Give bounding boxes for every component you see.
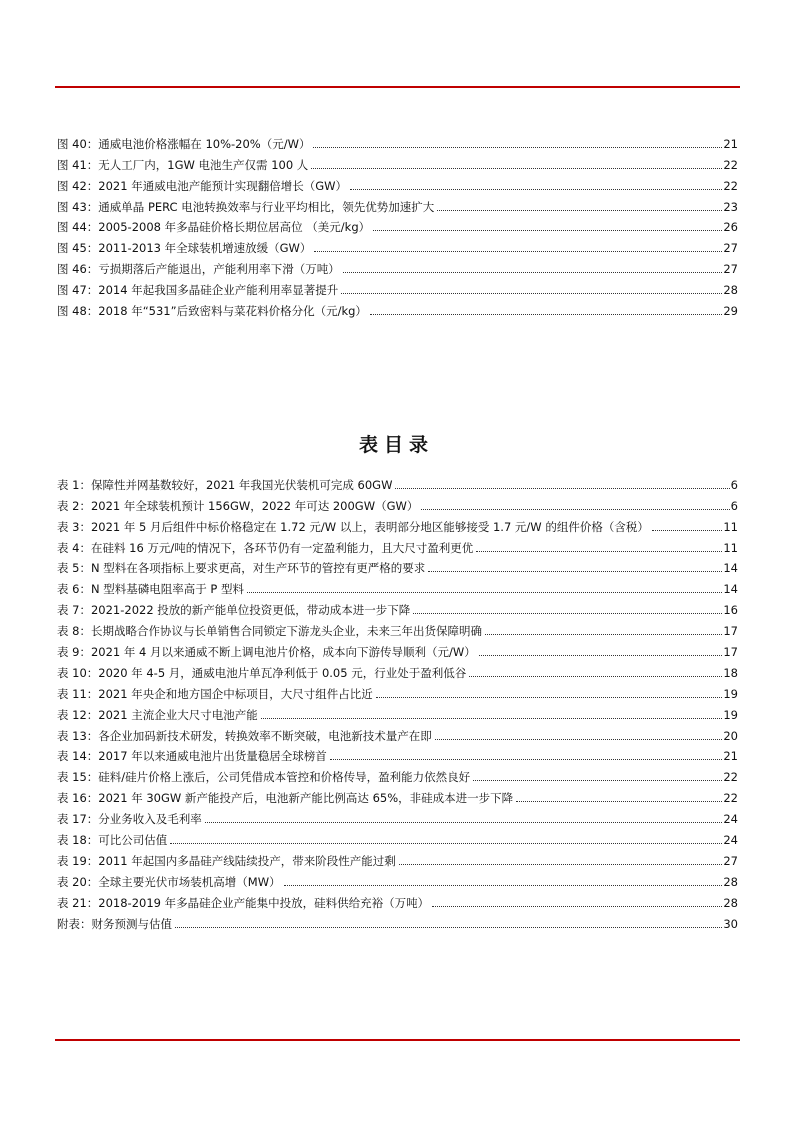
dot-leader bbox=[205, 822, 723, 823]
toc-entry[interactable] bbox=[57, 575, 738, 596]
toc-entry-page: 20 bbox=[723, 728, 738, 743]
toc-entry-page: 27 bbox=[723, 262, 738, 277]
toc-entry[interactable] bbox=[57, 130, 738, 151]
dot-leader bbox=[314, 251, 722, 252]
table-list bbox=[57, 471, 738, 931]
toc-entry-label: 图 42：2021 年通威电池产能预计实现翻倍增长（GW） bbox=[57, 178, 347, 193]
dot-leader bbox=[399, 864, 723, 865]
dot-leader bbox=[376, 697, 723, 698]
toc-entry[interactable] bbox=[57, 638, 738, 659]
dot-leader bbox=[313, 147, 722, 148]
toc-entry-label: 表 12：2021 主流企业大尺寸电池产能 bbox=[57, 707, 258, 722]
toc-entry-label: 表 3：2021 年 5 月后组件中标价格稳定在 1.72 元/W 以上，表明部分地区能够接受 1.7 元/W 的组件价格（含税） bbox=[57, 519, 649, 534]
dot-leader bbox=[421, 509, 729, 510]
toc-entry-page: 28 bbox=[723, 874, 738, 889]
toc-entry-label: 表 9：2021 年 4 月以来通威不断上调电池片价格，成本向下游传导顺利（元/W） bbox=[57, 645, 476, 660]
dot-leader bbox=[373, 230, 722, 231]
dot-leader bbox=[330, 759, 723, 760]
toc-entry[interactable] bbox=[57, 297, 738, 318]
footer-rule bbox=[55, 1039, 740, 1041]
dot-leader bbox=[516, 801, 722, 802]
toc-entry[interactable] bbox=[57, 701, 738, 722]
toc-entry-page: 11 bbox=[723, 540, 738, 555]
toc-entry-label: 表 21：2018-2019 年多晶硅企业产能集中投放，硅料供给充裕（万吨） bbox=[57, 895, 430, 910]
toc-entry-label: 图 47：2014 年起我国多晶硅企业产能利用率显著提升 bbox=[57, 283, 339, 298]
dot-leader bbox=[485, 634, 722, 635]
toc-entry-label: 表 15：硅料/硅片价格上涨后，公司凭借成本管控和价格传导，盈利能力依然良好 bbox=[57, 770, 471, 785]
dot-leader bbox=[311, 168, 722, 169]
toc-entry-page: 27 bbox=[723, 241, 738, 256]
toc-entry-page: 6 bbox=[730, 498, 738, 513]
toc-entry-page: 24 bbox=[723, 812, 738, 827]
dot-leader bbox=[261, 718, 723, 719]
dot-leader bbox=[428, 571, 722, 572]
toc-entry-page: 27 bbox=[723, 853, 738, 868]
toc-entry[interactable] bbox=[57, 722, 738, 743]
dot-leader bbox=[652, 530, 723, 531]
toc-entry[interactable] bbox=[57, 513, 738, 534]
toc-entry-page: 21 bbox=[723, 136, 738, 151]
dot-leader bbox=[370, 314, 722, 315]
toc-entry-label: 表 20：全球主要光伏市场装机高增（MW） bbox=[57, 874, 281, 889]
toc-entry-label: 表 2：2021 年全球装机预计 156GW，2022 年可达 200GW（GW） bbox=[57, 498, 419, 513]
toc-entry[interactable] bbox=[57, 784, 738, 805]
toc-entry[interactable] bbox=[57, 255, 738, 276]
toc-entry-page: 28 bbox=[723, 895, 738, 910]
toc-entry-page: 17 bbox=[723, 645, 738, 660]
toc-entry-label: 表 8：长期战略合作协议与长单销售合同锁定下游龙头企业，未来三年出货保障明确 bbox=[57, 624, 482, 639]
dot-leader bbox=[175, 927, 722, 928]
toc-entry[interactable] bbox=[57, 151, 738, 172]
toc-entry[interactable] bbox=[57, 172, 738, 193]
toc-entry-page: 21 bbox=[723, 749, 738, 764]
toc-entry-label: 图 40：通威电池价格涨幅在 10%-20%（元/W） bbox=[57, 136, 311, 151]
toc-entry-label: 表 7：2021-2022 投放的新产能单位投资更低，带动成本进一步下降 bbox=[57, 603, 411, 618]
toc-entry[interactable] bbox=[57, 471, 738, 492]
dot-leader bbox=[479, 655, 723, 656]
toc-entry-label: 表 18：可比公司估值 bbox=[57, 833, 168, 848]
toc-entry-page: 29 bbox=[723, 304, 738, 319]
toc-entry-page: 14 bbox=[723, 582, 738, 597]
toc-entry-page: 18 bbox=[723, 665, 738, 680]
dot-leader bbox=[284, 885, 723, 886]
dot-leader bbox=[432, 906, 722, 907]
dot-leader bbox=[341, 293, 722, 294]
toc-entry[interactable] bbox=[57, 659, 738, 680]
dot-leader bbox=[395, 488, 729, 489]
dot-leader bbox=[476, 551, 722, 552]
toc-entry-page: 22 bbox=[723, 157, 738, 172]
toc-entry[interactable] bbox=[57, 534, 738, 555]
figure-list bbox=[57, 130, 738, 318]
toc-entry[interactable] bbox=[57, 826, 738, 847]
toc-entry-label: 附表：财务预测与估值 bbox=[57, 916, 172, 931]
dot-leader bbox=[437, 210, 722, 211]
toc-entry-label: 表 5：N 型料在各项指标上要求更高，对生产环节的管控有更严格的要求 bbox=[57, 561, 426, 576]
dot-leader bbox=[469, 676, 722, 677]
toc-entry-page: 30 bbox=[723, 916, 738, 931]
toc-entry-page: 19 bbox=[723, 686, 738, 701]
toc-entry-label: 表 1：保障性并网基数较好，2021 年我国光伏装机可完成 60GW bbox=[57, 477, 393, 492]
toc-entry-label: 表 14：2017 年以来通威电池片出货量稳居全球榜首 bbox=[57, 749, 327, 764]
toc-entry[interactable] bbox=[57, 193, 738, 214]
toc-entry-page: 24 bbox=[723, 833, 738, 848]
toc-entry[interactable] bbox=[57, 889, 738, 910]
toc-entry-label: 图 41：无人工厂内，1GW 电池生产仅需 100 人 bbox=[57, 157, 309, 172]
toc-entry[interactable] bbox=[57, 910, 738, 931]
toc-entry[interactable] bbox=[57, 596, 738, 617]
dot-leader bbox=[343, 272, 723, 273]
toc-entry[interactable] bbox=[57, 234, 738, 255]
toc-entry-page: 14 bbox=[723, 561, 738, 576]
toc-entry-page: 19 bbox=[723, 707, 738, 722]
toc-entry-page: 17 bbox=[723, 624, 738, 639]
toc-entry-page: 11 bbox=[723, 519, 738, 534]
toc-entry-page: 23 bbox=[723, 199, 738, 214]
toc-entry[interactable] bbox=[57, 743, 738, 764]
dot-leader bbox=[170, 843, 722, 844]
toc-entry-label: 图 48：2018 年“531”后致密料与菜花料价格分化（元/kg） bbox=[57, 304, 367, 319]
toc-entry-label: 表 4：在硅料 16 万元/吨的情况下，各环节仍有一定盈利能力，且大尺寸盈利更优 bbox=[57, 540, 474, 555]
toc-entry-label: 表 11：2021 年央企和地方国企中标项目，大尺寸组件占比近 bbox=[57, 686, 373, 701]
toc-entry-label: 表 6：N 型料基磷电阻率高于 P 型料 bbox=[57, 582, 244, 597]
toc-entry-label: 图 46：亏损期落后产能退出，产能利用率下滑（万吨） bbox=[57, 262, 340, 277]
toc-entry[interactable] bbox=[57, 214, 738, 235]
toc-entry-page: 22 bbox=[723, 791, 738, 806]
dot-leader bbox=[350, 189, 722, 190]
toc-entry[interactable] bbox=[57, 492, 738, 513]
toc-entry-label: 图 45：2011-2013 年全球装机增速放缓（GW） bbox=[57, 241, 312, 256]
toc-entry-label: 图 44：2005-2008 年多晶硅价格长期位居高位 （美元/kg） bbox=[57, 220, 371, 235]
toc-entry-page: 26 bbox=[723, 220, 738, 235]
toc-entry[interactable] bbox=[57, 847, 738, 868]
dot-leader bbox=[247, 592, 722, 593]
header-rule bbox=[55, 86, 740, 88]
toc-entry[interactable] bbox=[57, 763, 738, 784]
toc-entry-label: 表 13：各企业加码新技术研发，转换效率不断突破，电池新技术量产在即 bbox=[57, 728, 432, 743]
dot-leader bbox=[435, 739, 723, 740]
toc-entry[interactable] bbox=[57, 555, 738, 576]
toc-entry-label: 表 17：分业务收入及毛利率 bbox=[57, 812, 202, 827]
dot-leader bbox=[413, 613, 722, 614]
toc-entry-page: 22 bbox=[723, 770, 738, 785]
toc-entry[interactable] bbox=[57, 617, 738, 638]
toc-entry[interactable] bbox=[57, 680, 738, 701]
toc-entry-page: 16 bbox=[723, 603, 738, 618]
toc-entry[interactable] bbox=[57, 868, 738, 889]
toc-entry-label: 图 43：通威单晶 PERC 电池转换效率与行业平均相比，领先优势加速扩大 bbox=[57, 199, 435, 214]
toc-entry-label: 表 16：2021 年 30GW 新产能投产后，电池新产能比例高达 65%，非硅成本进一步下降 bbox=[57, 791, 514, 806]
toc-entry[interactable] bbox=[57, 276, 738, 297]
tables-list-title: 表目录 bbox=[358, 434, 434, 456]
toc-entry-page: 6 bbox=[730, 477, 738, 492]
toc-entry-label: 表 10：2020 年 4-5 月，通威电池片单瓦净利低于 0.05 元，行业处于盈利低谷 bbox=[57, 665, 467, 680]
toc-entry-page: 28 bbox=[723, 283, 738, 298]
dot-leader bbox=[473, 780, 722, 781]
toc-entry-page: 22 bbox=[723, 178, 738, 193]
toc-entry-label: 表 19：2011 年起国内多晶硅产线陆续投产，带来阶段性产能过剩 bbox=[57, 853, 396, 868]
toc-entry[interactable] bbox=[57, 805, 738, 826]
